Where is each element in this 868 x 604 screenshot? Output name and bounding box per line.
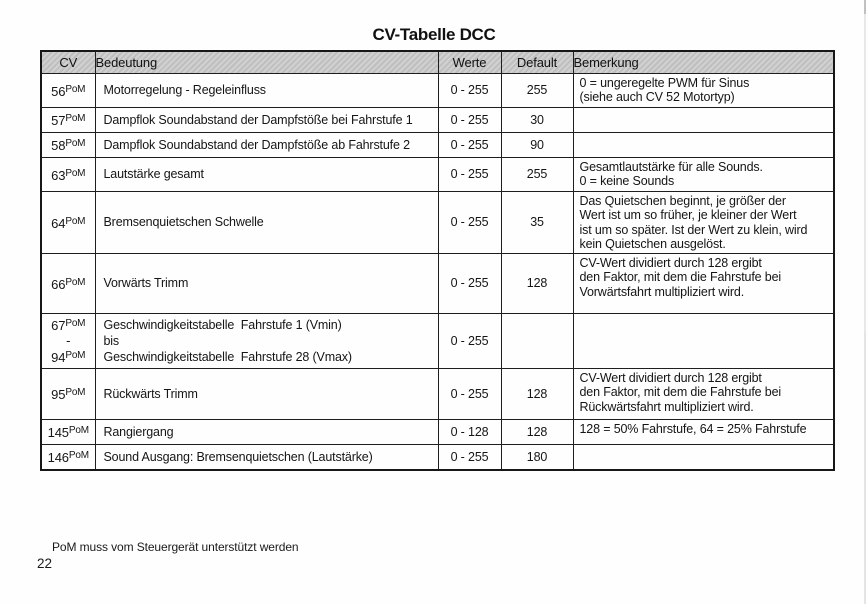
bemerkung-cell: 128 = 50% Fahrstufe, 64 = 25% Fahrstufe bbox=[573, 419, 834, 444]
table-row bbox=[41, 73, 834, 107]
table-row bbox=[41, 107, 834, 132]
default-cell: 128 bbox=[501, 253, 573, 313]
pom-superscript: PoM bbox=[68, 425, 89, 436]
table-header-row bbox=[41, 51, 834, 73]
bemerkung-cell: CV-Wert dividiert durch 128 ergibt den Faktor, mit dem die Fahrstufe bei Rückwärtsfahrt multipliziert wird. bbox=[573, 368, 834, 419]
cv-cell: $146^{PoM}$ bbox=[41, 444, 95, 470]
default-cell: 255 bbox=[501, 73, 573, 107]
cv-cell: $57^{PoM}$ bbox=[41, 107, 95, 132]
table-row bbox=[41, 253, 834, 313]
bedeutung-cell: Rückwärts Trimm bbox=[95, 368, 438, 419]
default-cell: 30 bbox=[501, 107, 573, 132]
werte-cell: 0 - 255 bbox=[438, 368, 501, 419]
table-row bbox=[41, 368, 834, 419]
scan-artifact bbox=[864, 0, 866, 604]
default-cell: 90 bbox=[501, 132, 573, 157]
column-header-bemerkung: Bemerkung bbox=[573, 51, 834, 73]
bemerkung-cell bbox=[573, 132, 834, 157]
column-header-werte: Werte bbox=[438, 51, 501, 73]
cv-cell: $58^{PoM}$ bbox=[41, 132, 95, 157]
werte-cell: 0 - 255 bbox=[438, 313, 501, 368]
column-header-cv: CV bbox=[41, 51, 95, 73]
page-title: CV-Tabelle DCC bbox=[372, 25, 496, 44]
bedeutung-cell: Geschwindigkeitstabelle Fahrstufe 1 (Vmin) bis Geschwindigkeitstabelle Fahrstufe 28 (Vmax) bbox=[95, 313, 438, 368]
bedeutung-cell: Motorregelung - Regeleinfluss bbox=[95, 73, 438, 107]
default-cell bbox=[501, 313, 573, 368]
pom-footnote: PoM muss vom Steuergerät unterstützt werden bbox=[52, 540, 299, 554]
bemerkung-cell bbox=[573, 313, 834, 368]
pom-superscript: PoM bbox=[68, 450, 89, 462]
cv-cell: $64^{PoM}$ bbox=[41, 191, 95, 253]
default-cell: 128 bbox=[501, 419, 573, 444]
cv-cell: $56^{PoM}$ bbox=[41, 73, 95, 107]
werte-cell: 0 - 255 bbox=[438, 253, 501, 313]
cv-cell: $63^{PoM}$ bbox=[41, 157, 95, 191]
pom-superscript: PoM bbox=[65, 138, 86, 149]
bedeutung-cell: Sound Ausgang: Bremsenquietschen (Lautstärke) bbox=[95, 444, 438, 470]
pom-superscript: PoM bbox=[65, 167, 86, 179]
table-row bbox=[41, 419, 834, 444]
bedeutung-cell: Dampflok Soundabstand der Dampfstöße ab Fahrstufe 2 bbox=[95, 132, 438, 157]
default-cell: 35 bbox=[501, 191, 573, 253]
table-row bbox=[41, 132, 834, 157]
cv-cell: $95^{PoM}$ bbox=[41, 368, 95, 419]
default-cell: 128 bbox=[501, 368, 573, 419]
page-number: 22 bbox=[37, 556, 53, 571]
table-row bbox=[41, 313, 834, 368]
cv-cell-range: $67^{PoM}$ - $94^{PoM}$ bbox=[41, 313, 95, 368]
table-row bbox=[41, 191, 834, 253]
bedeutung-cell: Bremsenquietschen Schwelle bbox=[95, 191, 438, 253]
cv-cell: $66^{PoM}$ bbox=[41, 253, 95, 313]
werte-cell: 0 - 128 bbox=[438, 419, 501, 444]
bemerkung-cell bbox=[573, 444, 834, 470]
werte-cell: 0 - 255 bbox=[438, 73, 501, 107]
pom-superscript: PoM bbox=[65, 387, 86, 398]
pom-superscript: PoM bbox=[65, 83, 86, 95]
werte-cell: 0 - 255 bbox=[438, 157, 501, 191]
pom-superscript: PoM bbox=[65, 215, 86, 227]
default-cell: 180 bbox=[501, 444, 573, 470]
cv-cell: $145^{PoM}$ bbox=[41, 419, 95, 444]
table-row bbox=[41, 157, 834, 191]
werte-cell: 0 - 255 bbox=[438, 107, 501, 132]
bemerkung-cell: CV-Wert dividiert durch 128 ergibt den Faktor, mit dem die Fahrstufe bei Vorwärtsfahrt multipliziert wird. bbox=[573, 253, 834, 313]
bedeutung-cell: Lautstärke gesamt bbox=[95, 157, 438, 191]
werte-cell: 0 - 255 bbox=[438, 444, 501, 470]
bedeutung-cell: Rangiergang bbox=[95, 419, 438, 444]
bedeutung-cell: Dampflok Soundabstand der Dampfstöße bei Fahrstufe 1 bbox=[95, 107, 438, 132]
column-header-bedeutung: Bedeutung bbox=[95, 51, 438, 73]
pom-superscript: PoM bbox=[65, 318, 86, 329]
cv-range-dash: - bbox=[66, 333, 71, 348]
pom-superscript: PoM bbox=[65, 276, 86, 288]
pom-superscript: PoM bbox=[65, 350, 86, 361]
werte-cell: 0 - 255 bbox=[438, 132, 501, 157]
table-row bbox=[41, 444, 834, 470]
default-cell: 255 bbox=[501, 157, 573, 191]
bedeutung-cell: Vorwärts Trimm bbox=[95, 253, 438, 313]
werte-cell: 0 - 255 bbox=[438, 191, 501, 253]
bemerkung-cell: Gesamtlautstärke für alle Sounds. 0 = keine Sounds bbox=[573, 157, 834, 191]
bemerkung-cell bbox=[573, 107, 834, 132]
column-header-default: Default bbox=[501, 51, 573, 73]
cv-table bbox=[40, 50, 835, 471]
bemerkung-cell: Das Quietschen beginnt, je größer der Wert ist um so früher, je kleiner der Wert ist um so später. Ist der Wert zu klein, wird kein Quietschen ausgelöst. bbox=[573, 191, 834, 253]
pom-superscript: PoM bbox=[65, 113, 86, 124]
bemerkung-cell: 0 = ungeregelte PWM für Sinus (siehe auch CV 52 Motortyp) bbox=[573, 73, 834, 107]
